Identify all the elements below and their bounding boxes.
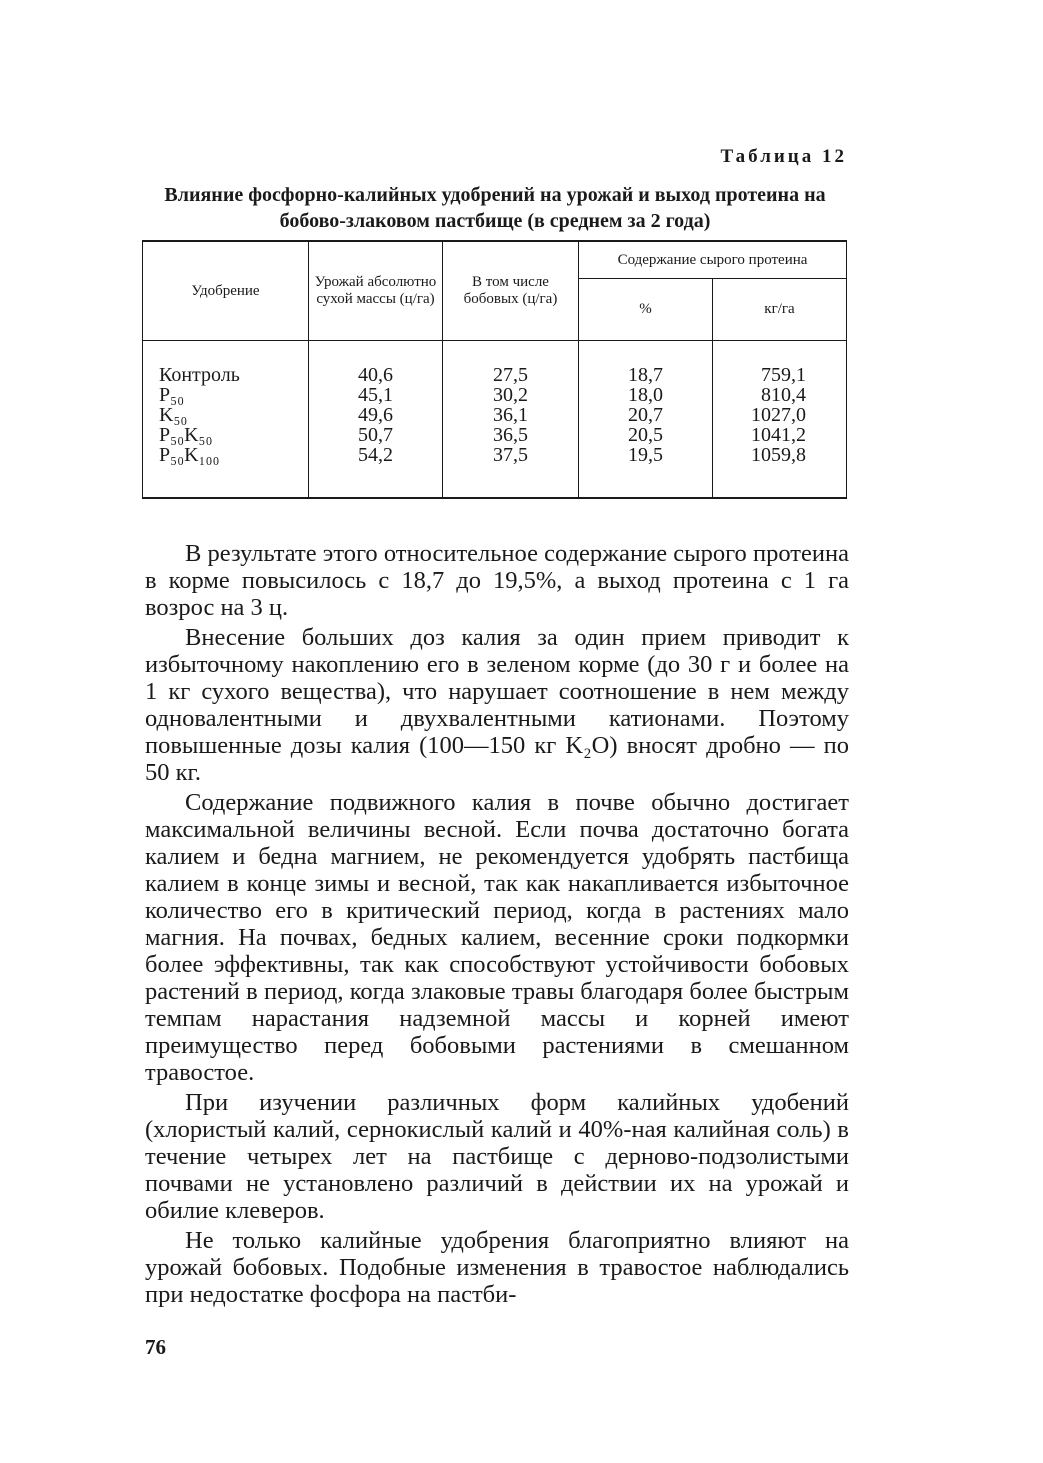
cell-protein-kg: 810,4 [761, 384, 806, 406]
cell-protein-percent: 18,0 [628, 384, 663, 406]
cell-legumes: 36,1 [493, 404, 528, 426]
cell-fertilizer: Контроль [159, 364, 240, 386]
cell-legumes: 37,5 [493, 444, 528, 466]
cell-fertilizer: P₅₀ [159, 384, 185, 406]
cell-protein-kg: 1041,2 [751, 424, 806, 446]
cell-protein-kg: 759,1 [761, 364, 806, 386]
cell-legumes: 27,5 [493, 364, 528, 386]
header-legumes: В том числе бобовых (ц/га) [443, 241, 579, 341]
cell-fertilizer: P₅₀K₅₀ [159, 424, 213, 446]
cell-protein-percent: 18,7 [628, 364, 663, 386]
cell-fertilizer: P₅₀K₁₀₀ [159, 444, 220, 466]
paragraph: В результате этого относительное содержание сырого протеина в корме повысилось с 18,7 до 19,5%, а выход протеина с 1 га возрос на 3 ц. [145, 540, 849, 621]
header-protein-percent: % [579, 279, 713, 341]
header-protein-kg: кг/га [713, 279, 847, 341]
header-protein-group: Содержание сырого протеина [579, 241, 847, 279]
cell-protein-kg: 1027,0 [751, 404, 806, 426]
cell-protein-kg: 1059,8 [751, 444, 806, 466]
cell-yield: 54,2 [358, 444, 393, 466]
paragraph: При изучении различных форм калийных удобений (хлористый калий, сернокислый калий и 40%-ная калийная соль) в течение четырех лет на пастбище с дерново-подзолистыми почвами не установлено различий в действии их на урожай и обилие клеверов. [145, 1089, 849, 1224]
cell-yield: 45,1 [358, 384, 393, 406]
table-label: Таблица 12 [720, 146, 847, 167]
paragraph: Внесение больших доз калия за один прием приводит к избыточному накоплению его в зеленом корме (до 30 г и более на 1 кг сухого вещества), что нарушает соотношение в нем между одновалентными и двухвалентными катионами. Поэтому повышенные дозы калия (100—150 кг K₂O) вносят дробно — по 50 кг. [145, 624, 849, 786]
column-fertilizer [143, 341, 309, 499]
body-text [145, 540, 849, 1311]
cell-protein-percent: 20,5 [628, 424, 663, 446]
cell-yield: 40,6 [358, 364, 393, 386]
paragraph: Не только калийные удобрения благоприятно влияют на урожай бобовых. Подобные изменения в травостое наблюдались при недостатке фосфора на пастби- [145, 1227, 849, 1308]
paragraph: Содержание подвижного калия в почве обычно достигает максимальной величины весной. Если почва достаточно богата калием и бедна магнием, не рекомендуется удобрять пастбища калием в конце зимы и весной, так как накапливается избыточное количество его в критический период, когда в растениях мало магния. На почвах, бедных калием, весенние сроки подкормки более эффективны, так как способствуют устойчивости бобовых растений в период, когда злаковые травы благодаря более быстрым темпам нарастания надземной массы и корней имеют преимущество перед бобовыми растениями в смешанном травостое. [145, 789, 849, 1086]
cell-yield: 50,7 [358, 424, 393, 446]
column-legumes [443, 341, 579, 499]
cell-yield: 49,6 [358, 404, 393, 426]
column-protein-kg [713, 341, 847, 499]
cell-legumes: 36,5 [493, 424, 528, 446]
cell-fertilizer: K₅₀ [159, 404, 188, 426]
cell-protein-percent: 20,7 [628, 404, 663, 426]
column-protein-percent [579, 341, 713, 499]
page-number: 76 [145, 1335, 166, 1359]
cell-protein-percent: 19,5 [628, 444, 663, 466]
header-fertilizer: Удобрение [143, 241, 309, 341]
cell-legumes: 30,2 [493, 384, 528, 406]
table-title: Влияние фосфорно-калийных удобрений на урожай и выход протеина на бобово-злаковом пастбище (в среднем за 2 года) [164, 184, 826, 232]
column-yield [309, 341, 443, 499]
header-yield: Урожай абсолютно сухой массы (ц/га) [309, 241, 443, 341]
data-table [142, 240, 847, 499]
